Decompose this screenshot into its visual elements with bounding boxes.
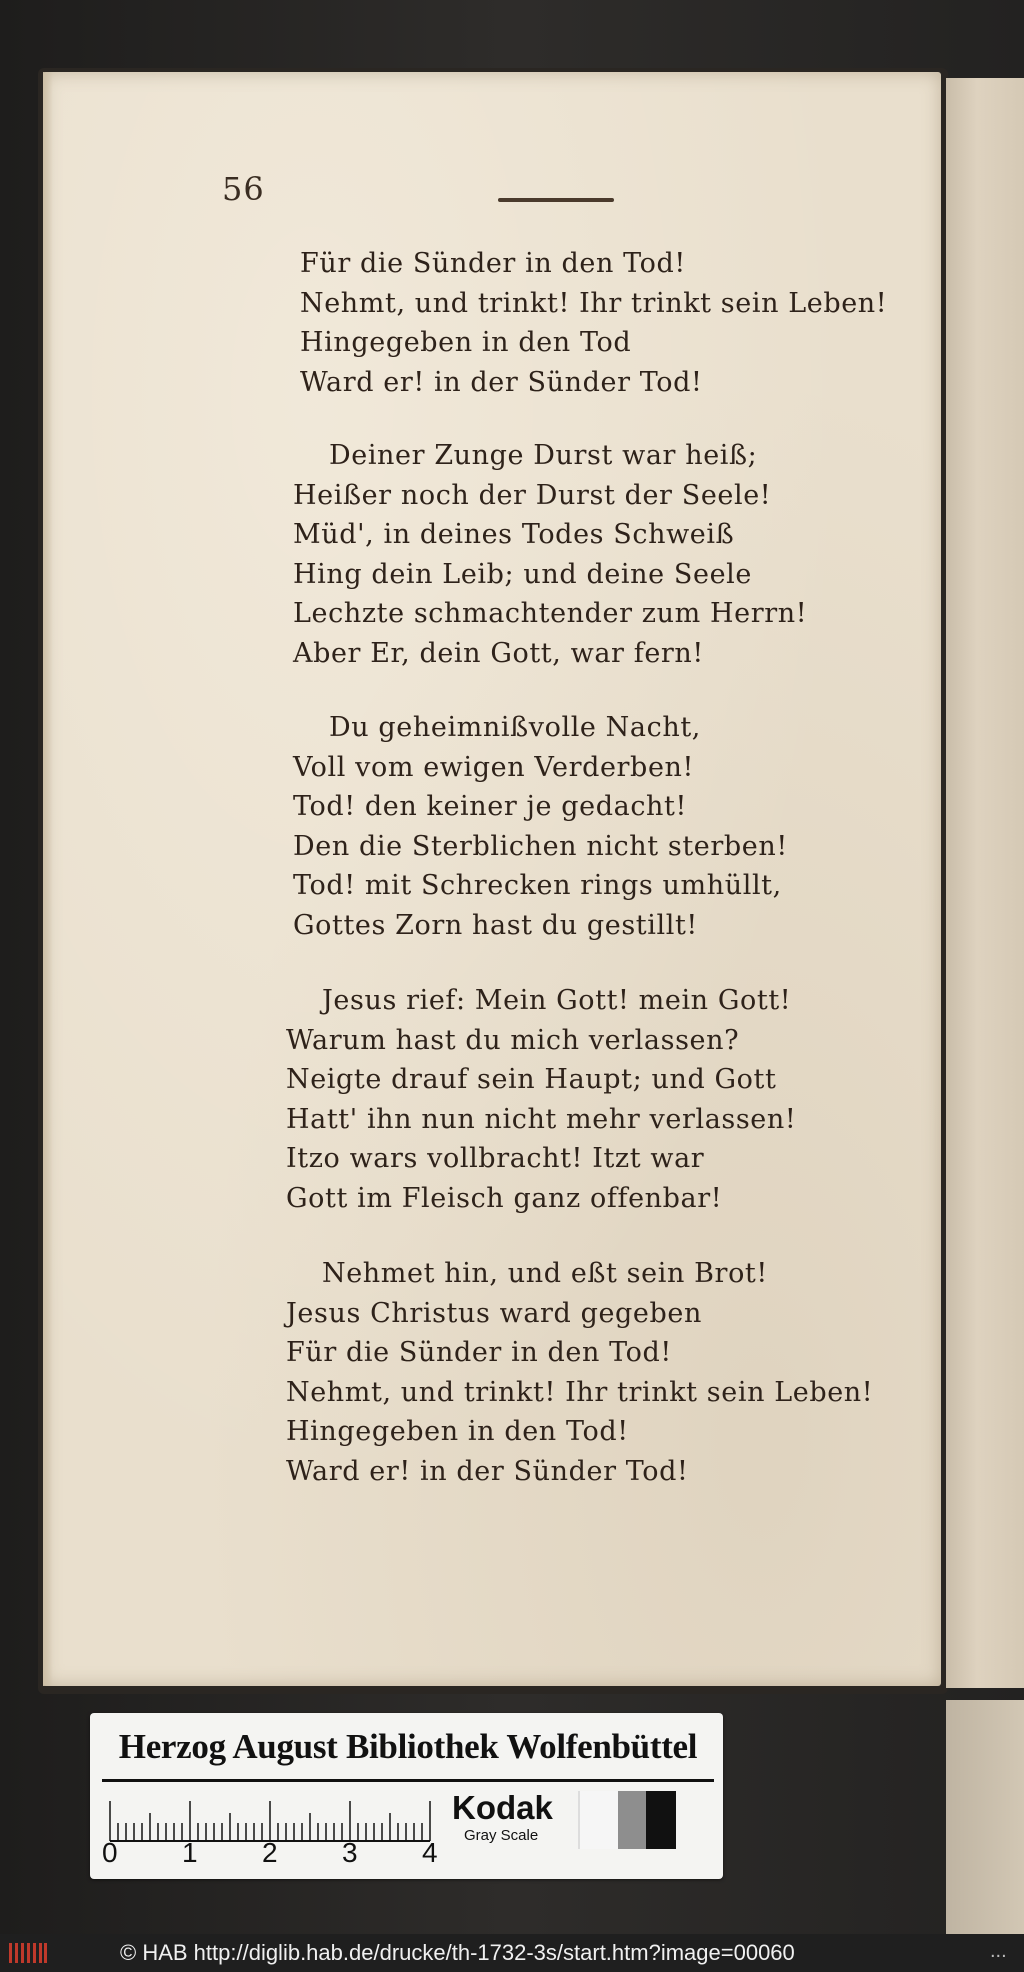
poem-line: Voll vom ewigen Verderben!: [293, 751, 694, 783]
more-icon[interactable]: ...: [990, 1940, 1007, 1962]
poem-line: Neigte drauf sein Haupt; und Gott: [286, 1064, 777, 1096]
poem-line: Heißer noch der Durst der Seele!: [293, 479, 772, 511]
poem-line: Nehmet hin, und eßt sein Brot!: [322, 1258, 768, 1289]
poem-line: Ward er! in der Sünder Tod!: [286, 1456, 689, 1487]
poem-line: Jesus Christus ward gegeben: [286, 1297, 702, 1329]
ruler-number: 4: [422, 1837, 438, 1868]
next-page-edge: [946, 78, 1024, 1688]
ruler-number: 2: [262, 1837, 278, 1868]
poem-line: Warum hast du mich verlassen?: [286, 1024, 740, 1056]
poem-line: Jesus rief: Mein Gott! mein Gott!: [322, 985, 792, 1016]
next-page-lower: [946, 1700, 1024, 1934]
header-rule: [498, 198, 614, 202]
gray-swatches: [578, 1791, 698, 1851]
swatch-black: [646, 1791, 676, 1849]
poem-line: Hingegeben in den Tod: [300, 327, 632, 359]
poem-line: Müd', in deines Todes Schweiß: [293, 519, 735, 551]
poem-line: Nehmt, und trinkt! Ihr trinkt sein Leben!: [286, 1376, 874, 1408]
poem-line: Hingegeben in den Tod!: [286, 1416, 629, 1448]
poem-line: Gott im Fleisch ganz offenbar!: [286, 1183, 723, 1214]
poem-line: Den die Sterblichen nicht sterben!: [293, 830, 788, 862]
poem-line: Für die Sünder in den Tod!: [300, 248, 686, 279]
ruler-number: 1: [182, 1837, 198, 1868]
poem-line: Ward er! in der Sünder Tod!: [300, 366, 703, 398]
swatch-white: [578, 1791, 620, 1849]
library-color-card: [90, 1713, 723, 1879]
poem-line: Tod! den keiner je gedacht!: [293, 791, 687, 823]
poem-line: Aber Er, dein Gott, war fern!: [293, 638, 704, 669]
hab-logo-icon: [8, 1941, 48, 1965]
page-number: 56: [222, 170, 265, 208]
poem-line: Für die Sünder in den Tod!: [286, 1337, 672, 1369]
poem-line: Du geheimnißvolle Nacht,: [329, 712, 701, 743]
ruler-number: 0: [102, 1837, 118, 1868]
swatch-mid-gray: [618, 1791, 646, 1849]
ruler-number: 3: [342, 1837, 358, 1868]
poem-line: Deiner Zunge Durst war heiß;: [329, 440, 758, 471]
poem-line: Lechzte schmachtender zum Herrn!: [293, 598, 808, 630]
poem-line: Nehmt, und trinkt! Ihr trinkt sein Leben!: [300, 287, 888, 319]
poem-line: Hing dein Leib; und deine Seele: [293, 558, 752, 590]
url-bar: [0, 1934, 1024, 1972]
poem-line: Itzo wars vollbracht! Itzt war: [286, 1143, 705, 1175]
poem-line: Tod! mit Schrecken rings umhüllt,: [293, 870, 782, 902]
poem-line: Gottes Zorn hast du gestillt!: [293, 910, 698, 941]
kodak-logo: Kodak: [452, 1789, 553, 1826]
card-divider: [102, 1779, 714, 1782]
source-url[interactable]: © HAB http://diglib.hab.de/drucke/th-1732-3s/start.htm?image=00060: [120, 1940, 795, 1965]
page-binding-edge: [43, 72, 53, 1686]
library-name: Herzog August Bibliothek Wolfenbüttel: [118, 1727, 698, 1766]
poem-line: Hatt' ihn nun nicht mehr verlassen!: [286, 1103, 797, 1135]
gray-scale-label: Gray Scale: [464, 1827, 539, 1844]
